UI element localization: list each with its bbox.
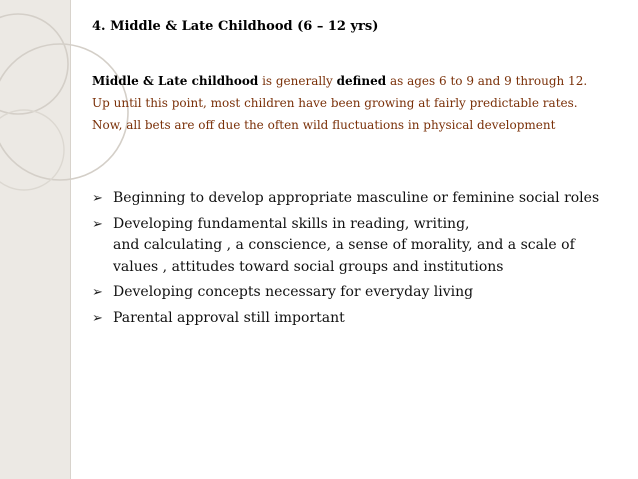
intro-defined-word: defined [336,74,387,88]
bullet-item-4 [92,308,612,330]
deco-ring-bottom [0,110,64,190]
slide-title: 4. Middle & Late Childhood (6 – 12 yrs) [92,19,379,34]
bullet-list [92,188,612,333]
bullet-text-1: Beginning to develop appropriate masculine or feminine social roles [113,190,600,206]
arrow-bullet-icon: ➢ [92,216,103,232]
intro-paragraph [92,70,632,136]
arrow-bullet-icon: ➢ [92,191,103,206]
bullet-text-3: Developing concepts necessary for everyday living [113,284,474,300]
bullet-text-2a: Developing fundamental skills in reading, writing, [113,215,470,232]
intro-line-2: Up until this point, most children have been growing at fairly predictable rates. [92,96,578,110]
arrow-bullet-icon: ➢ [92,285,103,300]
bullet-item-3 [92,282,612,304]
intro-part-1: is generally [258,74,337,88]
intro-line-3: Now, all bets are off due the often wild fluctuations in physical development [92,118,556,132]
bullet-item-2 [92,214,612,279]
intro-part-2: as ages 6 to 9 and 9 through 12. [386,74,588,88]
intro-line-1 [92,70,632,92]
bullet-item-1 [92,188,612,210]
deco-ring-top [0,14,68,114]
arrow-bullet-icon: ➢ [92,310,103,326]
bullet-text-2b: and calculating , a conscience, a sense of morality, and a scale of values , attitudes toward social groups and institutions [113,237,575,275]
bullet-text-4: Parental approval still important [113,309,345,326]
intro-term: Middle & Late childhood [92,74,259,88]
